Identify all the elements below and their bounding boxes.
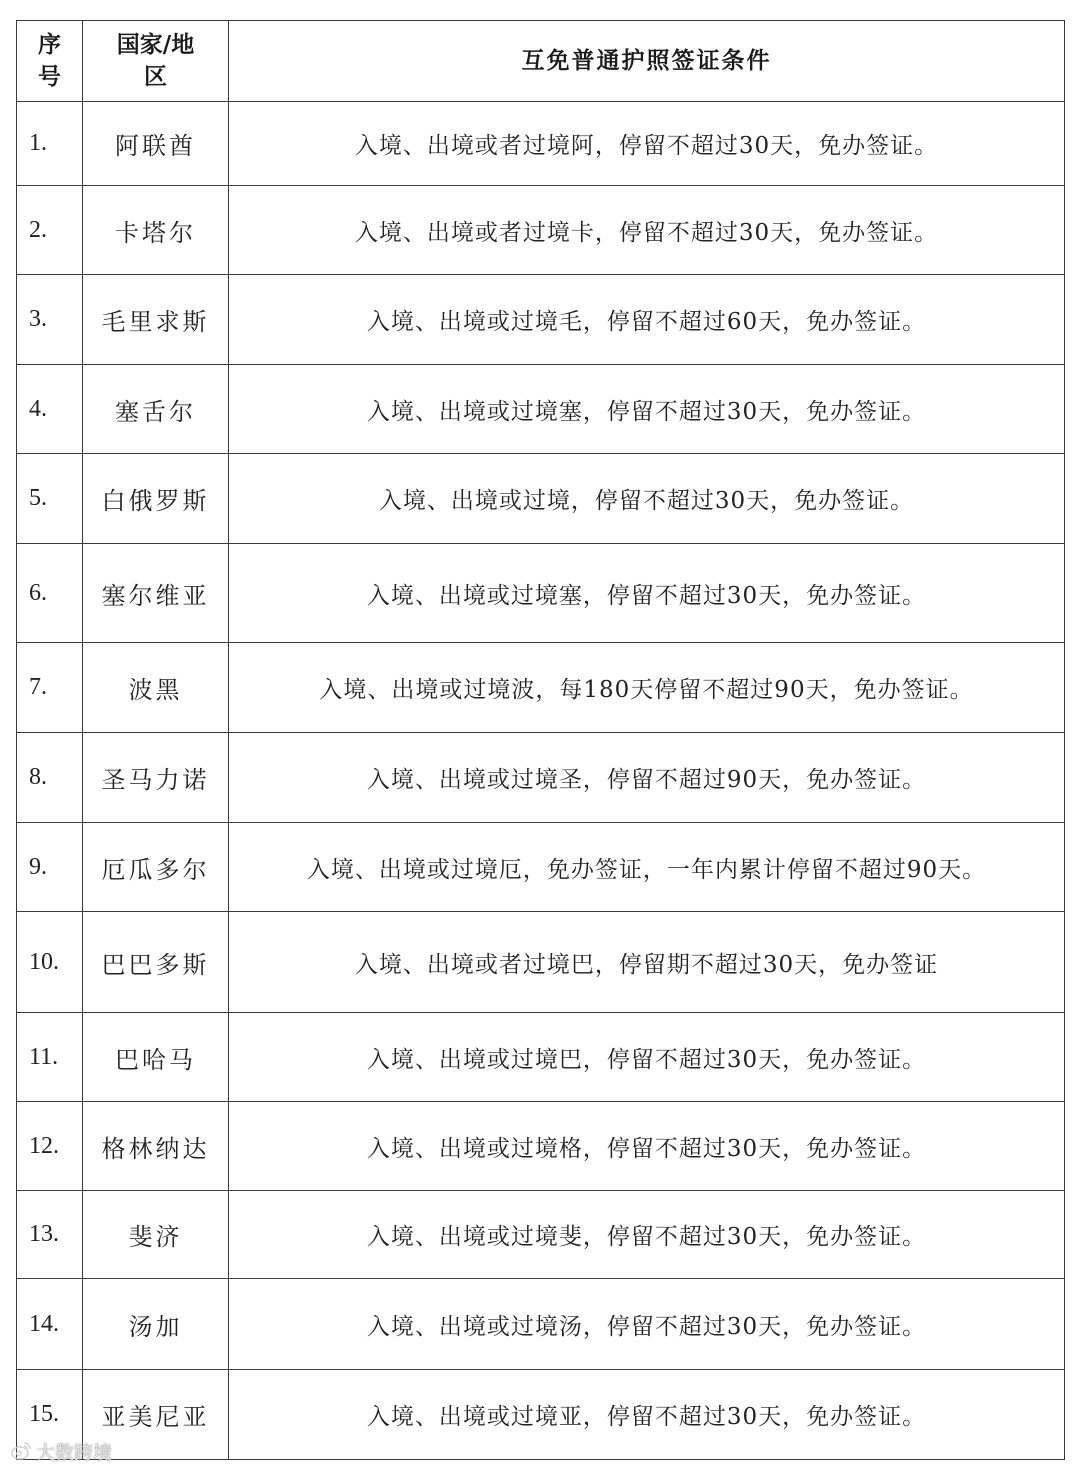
table-row: [17, 1013, 1065, 1102]
row-condition: 入境、出境或过境圣，停留不超过90天，免办签证。: [229, 733, 1065, 823]
table-row: [17, 1279, 1065, 1370]
row-country: 毛里求斯: [83, 275, 229, 365]
weibo-logo-icon: [10, 1440, 32, 1462]
header-number-line1: 序: [38, 31, 61, 58]
table-header: [17, 21, 1065, 102]
table-row: [17, 823, 1065, 912]
header-country: [83, 21, 229, 102]
row-country: 塞舌尔: [83, 365, 229, 454]
row-condition: 入境、出境或过境斐，停留不超过30天，免办签证。: [229, 1191, 1065, 1279]
row-condition: 入境、出境或过境，停留不超过30天，免办签证。: [229, 454, 1065, 544]
table-row: [17, 102, 1065, 186]
table-row: [17, 544, 1065, 643]
row-country: 亚美尼亚: [83, 1370, 229, 1460]
row-number: 12.: [17, 1102, 83, 1191]
row-number: 13.: [17, 1191, 83, 1279]
table-row: [17, 365, 1065, 454]
header-condition: 互免普通护照签证条件: [229, 21, 1065, 102]
row-number: 6.: [17, 544, 83, 643]
row-condition: 入境、出境或者过境巴，停留期不超过30天，免办签证: [229, 912, 1065, 1013]
table-row: [17, 643, 1065, 733]
row-country: 阿联酋: [83, 102, 229, 186]
row-condition: 入境、出境或过境毛，停留不超过60天，免办签证。: [229, 275, 1065, 365]
row-condition: 入境、出境或过境巴，停留不超过30天，免办签证。: [229, 1013, 1065, 1102]
row-condition: 入境、出境或过境亚，停留不超过30天，免办签证。: [229, 1370, 1065, 1460]
row-country: 圣马力诺: [83, 733, 229, 823]
row-country: 斐济: [83, 1191, 229, 1279]
row-number: 5.: [17, 454, 83, 544]
header-number: [17, 21, 83, 102]
table-row: [17, 454, 1065, 544]
visa-exemption-table: [16, 20, 1065, 1460]
row-condition: 入境、出境或过境波，每180天停留不超过90天，免办签证。: [229, 643, 1065, 733]
row-country: 卡塔尔: [83, 186, 229, 275]
table-row: [17, 1370, 1065, 1460]
table-row: [17, 912, 1065, 1013]
table-row: [17, 1102, 1065, 1191]
row-number: 14.: [17, 1279, 83, 1370]
header-number-line2: 号: [38, 63, 61, 90]
row-condition: 入境、出境或过境塞，停留不超过30天，免办签证。: [229, 544, 1065, 643]
table-row: [17, 733, 1065, 823]
row-condition: 入境、出境或过境汤，停留不超过30天，免办签证。: [229, 1279, 1065, 1370]
row-number: 1.: [17, 102, 83, 186]
row-number: 9.: [17, 823, 83, 912]
row-number: 11.: [17, 1013, 83, 1102]
row-condition: 入境、出境或者过境卡，停留不超过30天，免办签证。: [229, 186, 1065, 275]
row-country: 塞尔维亚: [83, 544, 229, 643]
row-country: 白俄罗斯: [83, 454, 229, 544]
row-country: 格林纳达: [83, 1102, 229, 1191]
row-condition: 入境、出境或过境厄，免办签证，一年内累计停留不超过90天。: [229, 823, 1065, 912]
row-number: 2.: [17, 186, 83, 275]
header-country-line2: 区: [144, 63, 167, 90]
row-number: 7.: [17, 643, 83, 733]
row-number: 8.: [17, 733, 83, 823]
header-country-line1: 国家/地: [116, 31, 195, 58]
row-country: 巴哈马: [83, 1013, 229, 1102]
row-country: 汤加: [83, 1279, 229, 1370]
row-number: 4.: [17, 365, 83, 454]
table-row: [17, 275, 1065, 365]
watermark-text: 大数跨境: [36, 1441, 113, 1464]
row-condition: 入境、出境或过境塞，停留不超过30天，免办签证。: [229, 365, 1065, 454]
row-country: 波黑: [83, 643, 229, 733]
row-country: 厄瓜多尔: [83, 823, 229, 912]
table-body: [17, 102, 1065, 1460]
row-number: 10.: [17, 912, 83, 1013]
table-row: [17, 186, 1065, 275]
row-condition: 入境、出境或过境格，停留不超过30天，免办签证。: [229, 1102, 1065, 1191]
row-condition: 入境、出境或者过境阿，停留不超过30天，免办签证。: [229, 102, 1065, 186]
watermark: [10, 1436, 112, 1466]
row-country: 巴巴多斯: [83, 912, 229, 1013]
header-row: [17, 21, 1065, 102]
row-number: 3.: [17, 275, 83, 365]
table-row: [17, 1191, 1065, 1279]
row-number: 15.: [17, 1370, 83, 1460]
